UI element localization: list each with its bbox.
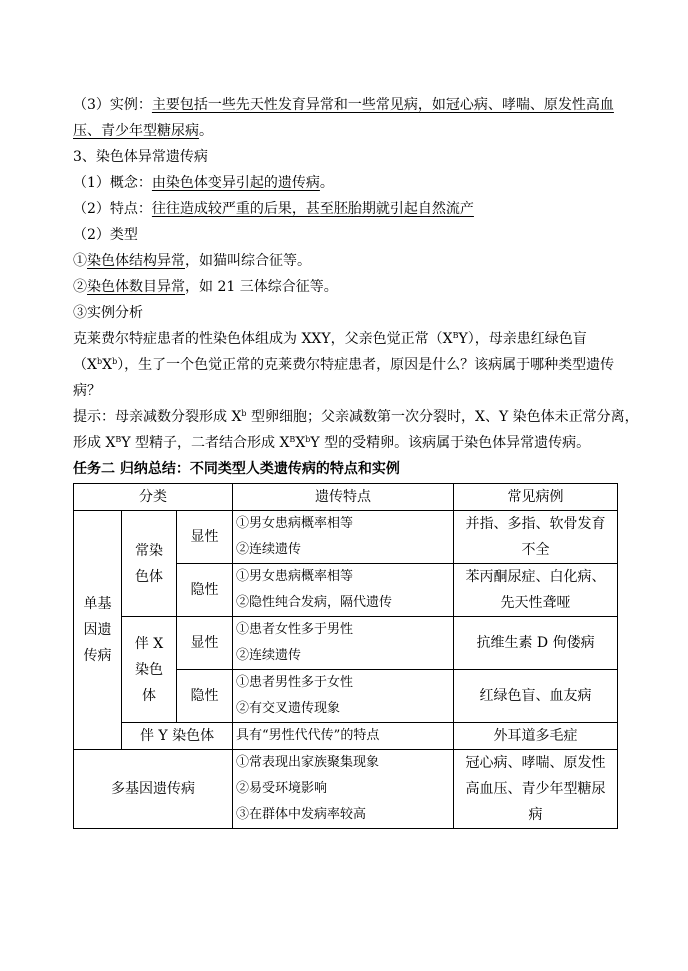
cell-text: 传病	[83, 648, 112, 664]
example-paragraph	[73, 92, 618, 118]
single-gene-cell	[74, 511, 122, 750]
recessive-cell: 隐性	[177, 564, 233, 617]
features-cell	[233, 617, 454, 670]
cell-text: ①患者男性多于女性	[236, 675, 354, 690]
text: Y），母亲患红绿色盲	[458, 331, 587, 347]
text: Y 型精子，二者结合形成 X	[121, 435, 290, 451]
text: 形成 X	[73, 435, 116, 451]
example-label: （3）实例：	[73, 97, 152, 113]
features-cell	[233, 723, 454, 750]
cell-text: 病	[528, 807, 543, 823]
examples-cell	[454, 750, 618, 829]
examples-cell	[454, 564, 618, 617]
features-cell	[233, 564, 454, 617]
features-cell	[233, 511, 454, 564]
text: X	[295, 435, 306, 451]
examples-cell: 抗维生素 D 佝偻病	[454, 617, 618, 670]
examples-cell: 红绿色盲、血友病	[454, 670, 618, 723]
examples-cell	[454, 511, 618, 564]
cell-text: 冠心病、哮喘、原发性	[465, 755, 606, 771]
case-text-line2	[73, 352, 618, 378]
example-answer: 主要包括一些先天性发育异常和一些常见病，如冠心病、哮喘、原发性高血	[151, 97, 614, 113]
example-answer-cont: 压、青少年型糖尿病	[73, 123, 199, 139]
concept-label: （1）概念：	[73, 175, 152, 191]
cell-text: ②易受环境影响	[236, 781, 328, 796]
header-category: 分类	[74, 484, 233, 511]
text: （X	[73, 357, 97, 373]
cell-text: 单基	[83, 596, 112, 612]
superscript: b	[305, 435, 311, 444]
trait-answer: 往往造成较严重的后果，甚至胚胎期就引起自然流产	[151, 201, 474, 217]
case-text-line3: 病？	[73, 383, 101, 399]
cell-text: ②连续遗传	[236, 648, 302, 663]
text: Y 型的受精卵。该病属于染色体异常遗传病。	[310, 435, 591, 451]
dominant-cell: 显性	[177, 511, 233, 564]
table-row	[74, 723, 618, 750]
cell-text: 因遗	[83, 622, 112, 638]
concept-line	[73, 170, 618, 196]
cell-text: 高血压、青少年型糖尿	[465, 781, 606, 797]
table-row	[74, 511, 618, 564]
cell-text: ②连续遗传	[236, 542, 302, 557]
text: 提示：母亲减数分裂形成 X	[73, 409, 242, 425]
hint-line2	[73, 430, 618, 456]
cell-text: ②有交叉遗传现象	[236, 701, 341, 716]
task-title: 任务二 归纳总结：不同类型人类遗传病的特点和实例	[73, 461, 400, 477]
cell-text: 具有“男性代代传”的特点	[236, 728, 380, 743]
period: 。	[199, 123, 213, 139]
type2-rest: ，如 21 三体综合征等。	[185, 279, 338, 295]
text: X	[102, 357, 113, 373]
cell-text: ③在群体中发病率较高	[236, 807, 367, 822]
cell-text: 并指、多指、软骨发育	[465, 516, 606, 532]
cell-text: ①男女患病概率相等	[236, 516, 354, 531]
text: 型卵细胞；父亲减数第一次分裂时，X、Y 染色体未正常分离，	[246, 409, 639, 425]
superscript: b	[112, 357, 118, 366]
circled-number: ①	[73, 253, 87, 269]
trait-label: （2）特点：	[73, 201, 152, 217]
hint-line1	[73, 404, 639, 430]
header-features: 遗传特点	[233, 484, 454, 511]
recessive-cell: 隐性	[177, 670, 233, 723]
section-heading: 3、染色体异常遗传病	[73, 149, 208, 165]
cell-text: 色体	[135, 568, 163, 585]
examples-cell: 外耳道多毛症	[454, 723, 618, 750]
table-row	[74, 617, 618, 670]
cell-text: ①男女患病概率相等	[236, 569, 354, 584]
case-text-line1	[73, 326, 618, 352]
superscript: B	[289, 435, 296, 444]
cell-text: 先天性聋哑	[500, 595, 571, 611]
type1-answer: 染色体结构异常	[87, 253, 185, 269]
trait-line	[73, 196, 618, 222]
multi-gene-cell: 多基因遗传病	[74, 750, 233, 829]
cell-text: 苯丙酮尿症、白化病、	[465, 569, 606, 585]
table-row	[74, 750, 618, 829]
type2-line	[73, 274, 618, 300]
features-cell	[233, 670, 454, 723]
cell-text: 常染	[135, 542, 163, 559]
type2-answer: 染色体数目异常	[87, 279, 185, 295]
x-linked-cell	[122, 617, 177, 723]
cell-text: 不全	[521, 542, 550, 558]
example-paragraph-cont	[73, 118, 618, 144]
document-page	[73, 92, 639, 829]
circled-number: ②	[73, 279, 87, 295]
genetic-disease-table	[73, 483, 618, 829]
autosomal-cell	[122, 511, 177, 617]
concept-answer: 由染色体变异引起的遗传病	[151, 175, 320, 191]
case-heading: ③实例分析	[73, 305, 143, 321]
type1-rest: ，如猫叫综合征等。	[185, 253, 311, 269]
cell-text: ①患者女性多于男性	[236, 622, 354, 637]
period: 。	[319, 175, 334, 191]
y-linked-cell: 伴 Y 染色体	[122, 723, 233, 750]
dominant-cell: 显性	[177, 617, 233, 670]
features-cell	[233, 750, 454, 829]
superscript: b	[241, 409, 247, 418]
header-examples: 常见病例	[454, 484, 618, 511]
superscript: B	[115, 435, 122, 444]
text: 克莱费尔特症患者的性染色体组成为 XXY，父亲色觉正常（X	[73, 331, 453, 347]
superscript: b	[96, 357, 103, 366]
cell-text: ①常表现出家族聚集现象	[236, 755, 380, 770]
table-header-row	[74, 484, 618, 511]
text: ），生了一个色觉正常的克莱费尔特症患者，原因是什么？该病属于哪种类型遗传	[117, 357, 615, 373]
type-heading: （2）类型	[73, 227, 138, 243]
superscript: B	[452, 331, 459, 340]
cell-text: 伴 X	[134, 635, 164, 652]
type1-line	[73, 248, 618, 274]
cell-text: ②隐性纯合发病，隔代遗传	[236, 595, 393, 610]
cell-text: 体	[142, 687, 156, 704]
cell-text: 染色	[135, 661, 163, 678]
